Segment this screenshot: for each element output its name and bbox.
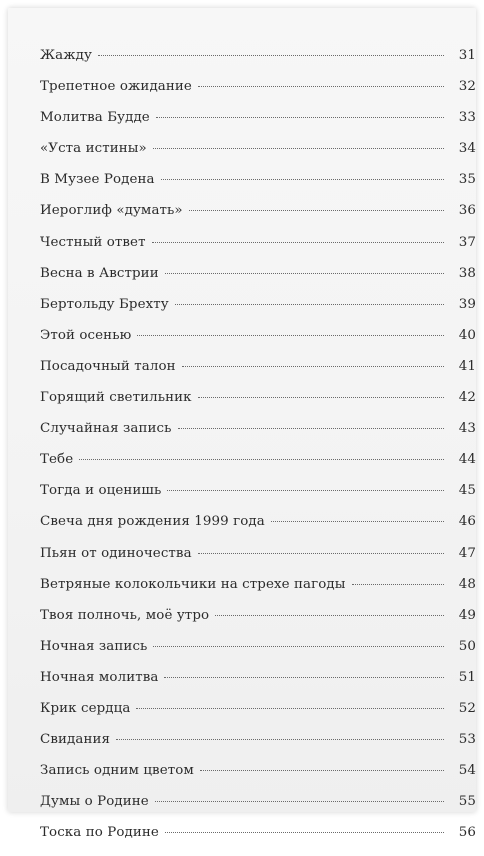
toc-entry — [40, 732, 476, 763]
toc-entry-page-number: 44 — [458, 452, 476, 468]
toc-entry — [40, 328, 476, 359]
toc-entry-title: Тебе — [40, 452, 74, 468]
toc-entry — [40, 172, 476, 203]
toc-entry — [40, 421, 476, 452]
dot-leader — [161, 179, 444, 180]
toc-entry-title: Думы о Родине — [40, 794, 149, 810]
toc-entry-page-number: 53 — [458, 732, 476, 748]
dot-leader — [153, 148, 444, 149]
toc-entry-title: Трепетное ожидание — [40, 79, 192, 95]
toc-entry-title: В Музее Родена — [40, 172, 155, 188]
toc-entry-title: Крик сердца — [40, 700, 131, 716]
toc-entry-title: Тогда и оценишь — [40, 483, 162, 499]
table-of-contents — [40, 48, 476, 856]
toc-entry-page-number: 48 — [458, 576, 476, 592]
toc-entry-title: Запись одним цветом — [40, 763, 194, 779]
dot-leader — [137, 335, 444, 336]
dot-leader — [156, 117, 444, 118]
toc-entry-page-number: 52 — [458, 700, 476, 716]
toc-entry-title: Твоя полночь, моё утро — [40, 607, 210, 623]
toc-entry-title: Бертольду Брехту — [40, 296, 169, 312]
dot-leader — [116, 739, 444, 740]
toc-entry-title: Свеча дня рождения 1999 года — [40, 514, 265, 530]
toc-entry-page-number: 33 — [458, 110, 476, 126]
toc-entry — [40, 701, 476, 732]
toc-entry — [40, 763, 476, 794]
toc-entry — [40, 203, 476, 234]
dot-leader — [165, 832, 444, 833]
toc-entry-page-number: 38 — [458, 265, 476, 281]
dot-leader — [79, 459, 444, 460]
toc-entry-page-number: 39 — [458, 296, 476, 312]
toc-entry-page-number: 45 — [458, 483, 476, 499]
toc-entry — [40, 48, 476, 79]
toc-entry — [40, 297, 476, 328]
toc-entry-title: Честный ответ — [40, 234, 146, 250]
toc-entry-page-number: 49 — [458, 607, 476, 623]
toc-entry — [40, 794, 476, 825]
dot-leader — [182, 366, 444, 367]
toc-entry-page-number: 42 — [458, 390, 476, 406]
toc-entry-page-number: 31 — [458, 48, 476, 63]
toc-entry-page-number: 50 — [458, 638, 476, 654]
toc-entry-page-number: 54 — [458, 763, 476, 779]
toc-entry-title: Пьян от одиночества — [40, 545, 192, 561]
dot-leader — [164, 677, 444, 678]
dot-leader — [152, 242, 444, 243]
dot-leader — [198, 86, 444, 87]
toc-entry-page-number: 34 — [458, 141, 476, 157]
book-page — [8, 8, 476, 841]
toc-entry — [40, 825, 476, 856]
dot-leader — [215, 615, 444, 616]
toc-entry — [40, 483, 476, 514]
toc-entry — [40, 546, 476, 577]
toc-entry-page-number: 55 — [458, 794, 476, 810]
toc-entry — [40, 514, 476, 545]
toc-entry-page-number: 51 — [458, 669, 476, 685]
toc-entry-title: «Уста истины» — [40, 141, 147, 157]
toc-entry-title: Ночная молитва — [40, 669, 159, 685]
toc-entry-title: Тоска по Родине — [40, 825, 159, 841]
toc-entry — [40, 266, 476, 297]
toc-entry-page-number: 56 — [458, 825, 476, 841]
toc-entry-title: Свидания — [40, 732, 111, 748]
toc-entry — [40, 79, 476, 110]
toc-entry — [40, 608, 476, 639]
toc-entry — [40, 670, 476, 701]
toc-entry-page-number: 43 — [458, 421, 476, 437]
toc-entry-page-number: 41 — [458, 358, 476, 374]
toc-entry-title: Посадочный талон — [40, 358, 176, 374]
toc-entry-title: Ночная запись — [40, 638, 148, 654]
toc-entry — [40, 639, 476, 670]
toc-entry-page-number: 40 — [458, 327, 476, 343]
toc-entry-page-number: 46 — [458, 514, 476, 530]
toc-entry — [40, 110, 476, 141]
dot-leader — [165, 273, 444, 274]
dot-leader — [198, 553, 444, 554]
toc-entry-title: Молитва Будде — [40, 110, 150, 126]
toc-entry-page-number: 37 — [458, 234, 476, 250]
toc-entry-title: Этой осенью — [40, 327, 132, 343]
dot-leader — [200, 770, 444, 771]
toc-entry — [40, 359, 476, 390]
toc-entry-page-number: 32 — [458, 79, 476, 95]
toc-entry-page-number: 47 — [458, 545, 476, 561]
dot-leader — [178, 428, 444, 429]
dot-leader — [198, 397, 444, 398]
toc-entry-title: Ветряные колокольчики на стрехе пагоды — [40, 576, 346, 592]
toc-entry — [40, 452, 476, 483]
dot-leader — [352, 584, 444, 585]
toc-entry — [40, 141, 476, 172]
toc-entry-title: Жажду — [40, 48, 92, 63]
dot-leader — [271, 521, 444, 522]
dot-leader — [155, 801, 444, 802]
toc-entry-page-number: 35 — [458, 172, 476, 188]
dot-leader — [189, 210, 444, 211]
toc-entry-title: Иероглиф «думать» — [40, 203, 183, 219]
toc-entry-page-number: 36 — [458, 203, 476, 219]
toc-entry — [40, 235, 476, 266]
dot-leader — [167, 490, 444, 491]
toc-entry — [40, 390, 476, 421]
dot-leader — [136, 708, 444, 709]
toc-entry — [40, 577, 476, 608]
dot-leader — [153, 646, 444, 647]
toc-entry-title: Случайная запись — [40, 421, 172, 437]
toc-entry-title: Горящий светильник — [40, 390, 192, 406]
toc-entry-title: Весна в Австрии — [40, 265, 159, 281]
dot-leader — [175, 304, 444, 305]
dot-leader — [98, 55, 444, 56]
